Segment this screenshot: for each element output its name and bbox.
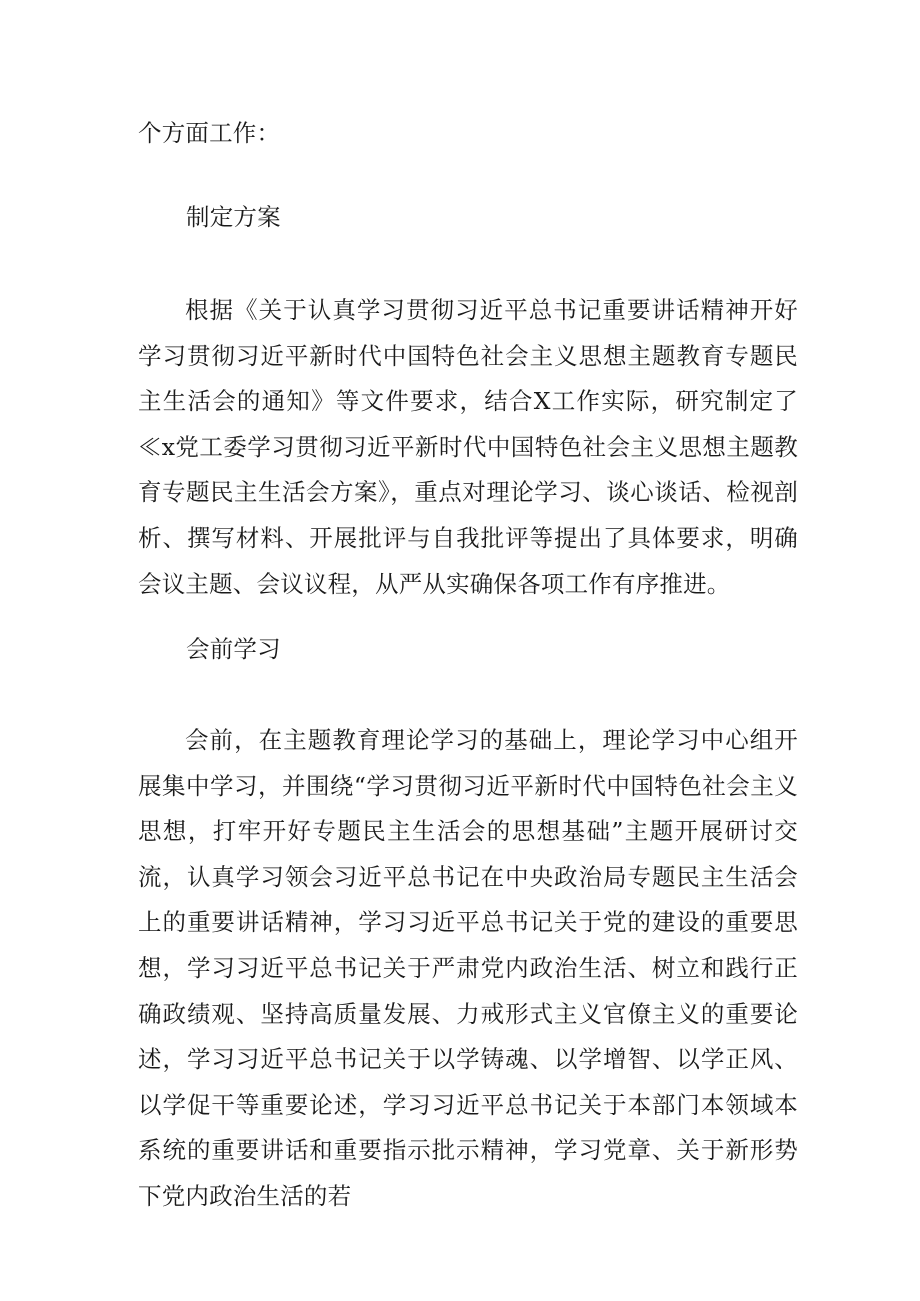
- intro-fragment: 个方面工作：: [138, 119, 281, 147]
- section-paragraph-study: 会前，在主题教育理论学习的基础上，理论学习中心组开展集中学习，并围绕“学习贯彻习近平新时代中国特色社会主义思想，打牢开好专题民主生活会的思想基础”主题开展研讨交流，认真学习领会习近平总书记在中央政治局专题民主生活会上的重要讲话精神，学习习近平总书记关于党的建设的重要思想，学习习近平总书记关于严肃党内政治生活、树立和践行正确政绩观、坚持高质量发展、力戒形式主义官僚主义的重要论述，学习习近平总书记关于以学铸魂、以学增智、以学正风、以学促干等重要论述，学习习近平总书记关于本部门本领域本系统的重要讲话和重要指示批示精神，学习党章、关于新形势下党内政治生活的若: [138, 726, 798, 1210]
- section-heading-plan: 制定方案: [186, 203, 281, 231]
- section-paragraph-plan: 根据《关于认真学习贯彻习近平总书记重要讲话精神开好学习贯彻习近平新时代中国特色社会主义思想主题教育专题民主生活会的通知》等文件要求，结合X工作实际，研究制定了≪x党工委学习贯彻习近平新时代中国特色社会主义思想主题教育专题民主生活会方案》，重点对理论学习、谈心谈话、检视剖析、撰写材料、开展批评与自我批评等提出了具体要求，明确会议主题、会议议程，从严从实确保各项工作有序推进。: [138, 296, 798, 598]
- section-heading-study: 会前学习: [186, 635, 281, 663]
